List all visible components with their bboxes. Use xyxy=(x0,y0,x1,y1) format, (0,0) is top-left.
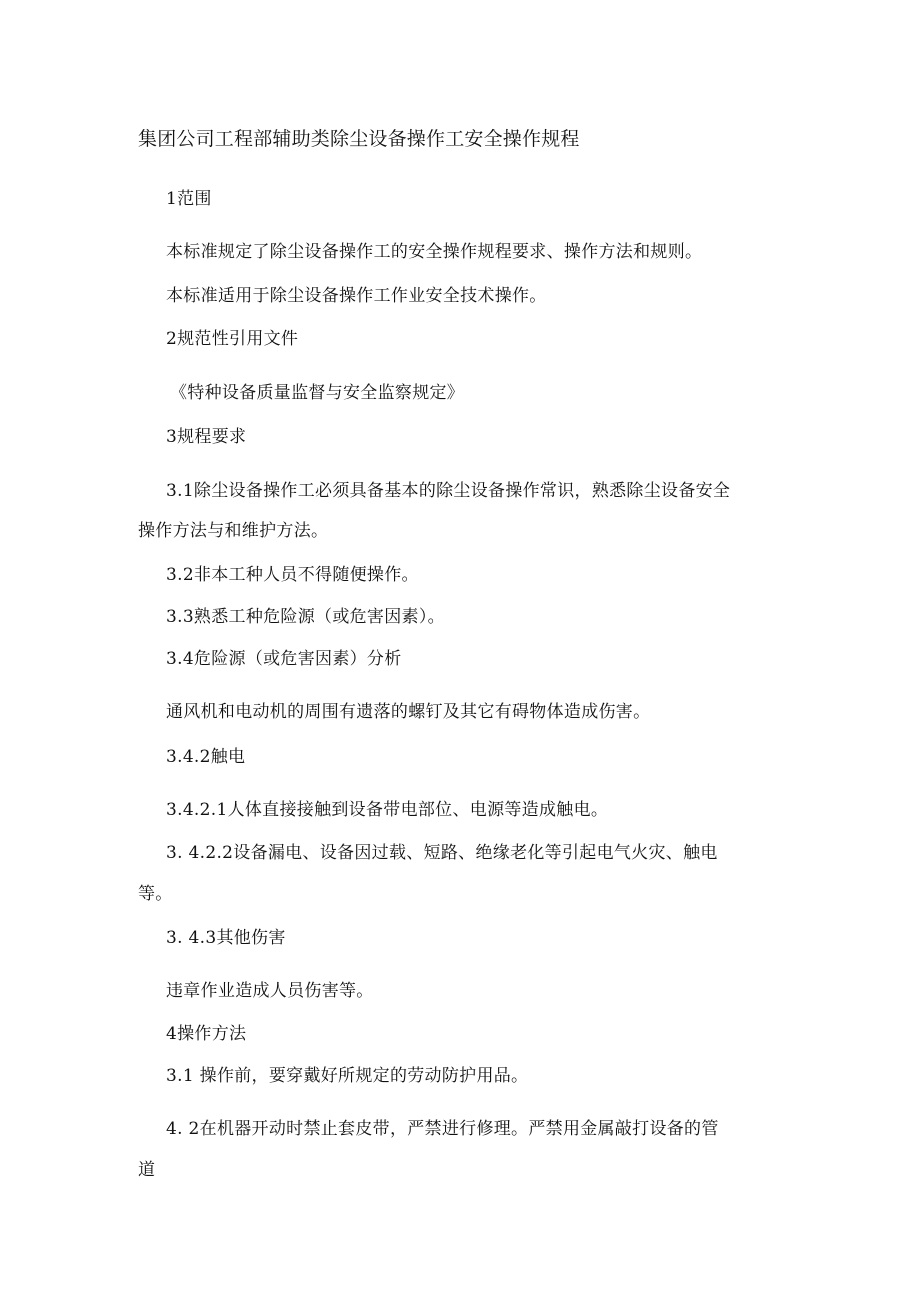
paragraph-line: 3. 4.3其他伤害 xyxy=(166,928,286,948)
paragraph-line: 违章作业造成人员伤害等。 xyxy=(166,981,374,1001)
section-heading: 4操作方法 xyxy=(166,1024,247,1044)
section-heading: 3规程要求 xyxy=(166,427,247,447)
paragraph-line: 道 xyxy=(138,1160,156,1180)
paragraph-line: 3.3熟悉工种危险源（或危害因素）。 xyxy=(166,607,445,627)
paragraph-line: 3.1除尘设备操作工必须具备基本的除尘设备操作常识，熟悉除尘设备安全 xyxy=(166,481,731,501)
paragraph-line: 3.4.2.1人体直接接触到设备带电部位、电源等造成触电。 xyxy=(166,800,609,820)
paragraph-line: 《特种设备质量监督与安全监察规定》 xyxy=(170,383,465,403)
paragraph-line: 等。 xyxy=(138,884,173,904)
document-title: 集团公司工程部辅助类除尘设备操作工安全操作规程 xyxy=(138,128,580,150)
section-heading: 2规范性引用文件 xyxy=(166,329,299,349)
section-heading: 1范围 xyxy=(166,189,212,209)
paragraph-line: 3.2非本工种人员不得随便操作。 xyxy=(166,565,419,585)
paragraph-line: 操作方法与和维护方法。 xyxy=(138,521,329,541)
paragraph-line: 4. 2在机器开动时禁止套皮带，严禁进行修理。严禁用金属敲打设备的管 xyxy=(166,1119,719,1139)
paragraph-line: 3.4.2触电 xyxy=(166,747,246,767)
paragraph-line: 本标准适用于除尘设备操作工作业安全技术操作。 xyxy=(166,286,547,306)
paragraph-line: 本标准规定了除尘设备操作工的安全操作规程要求、操作方法和规则。 xyxy=(166,242,703,262)
paragraph-line: 3.1 操作前，要穿戴好所规定的劳动防护用品。 xyxy=(166,1066,529,1086)
paragraph-line: 3. 4.2.2设备漏电、设备因过载、短路、绝缘老化等引起电气火灾、触电 xyxy=(166,843,718,863)
paragraph-line: 通风机和电动机的周围有遗落的螺钉及其它有碍物体造成伤害。 xyxy=(166,702,651,722)
paragraph-line: 3.4危险源（或危害因素）分析 xyxy=(166,649,402,669)
